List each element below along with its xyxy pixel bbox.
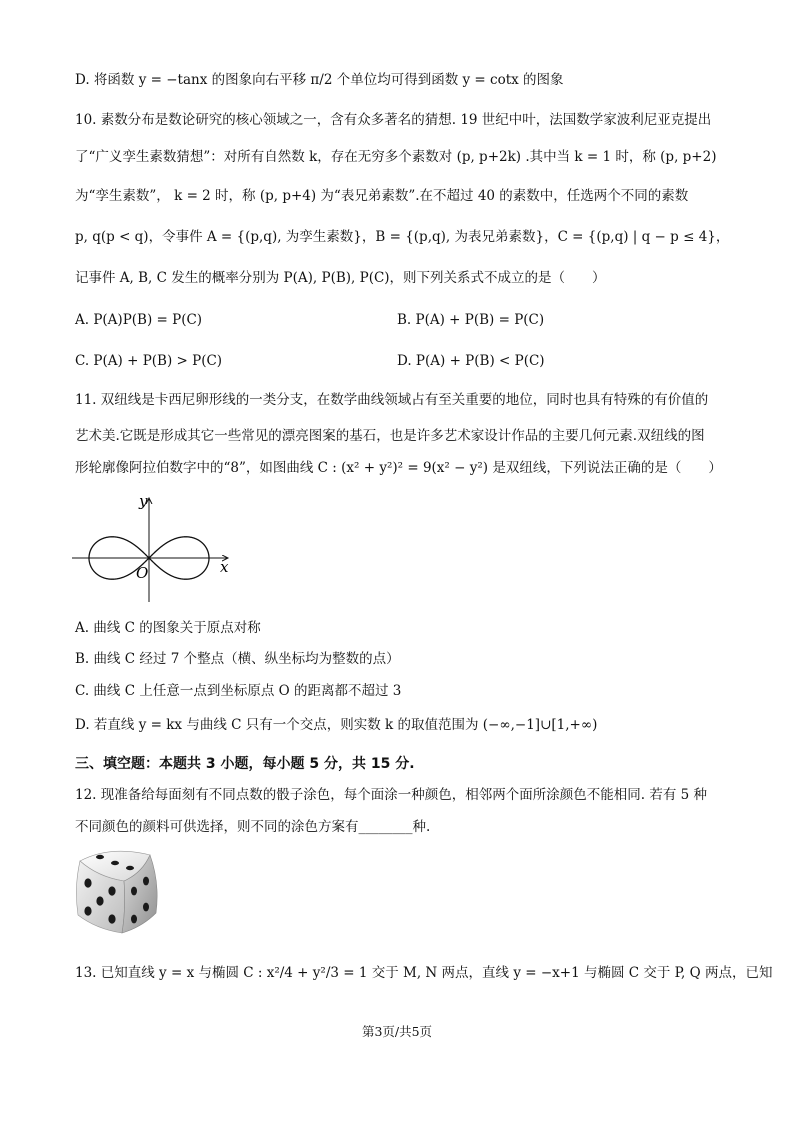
dice-image [70, 843, 162, 938]
q10-line-5: 记事件 A, B, C 发生的概率分别为 P(A), P(B), P(C)，则下列关系式不成立的是（ ） [75, 270, 606, 286]
q12-line-1: 12. 现准备给每面刻有不同点数的骰子涂色，每个面涂一种颜色，相邻两个面所涂颜色不能相同. 若有 5 种 [75, 787, 708, 803]
q13-line-1: 13. 已知直线 y = x 与椭圆 C : x²/4 + y²/3 = 1 交于 M, N 两点，直线 y = −x+1 与椭圆 C 交于 P, Q 两点，已知 [75, 965, 773, 981]
q9-option-d: D. 将函数 y = −tanx 的图象向右平移 π/2 个单位均可得到函数 y = cotx 的图象 [75, 72, 564, 88]
q10-line-3: 为“孪生素数”， k = 2 时，称 (p, p+4) 为“表兄弟素数”.在不超过 40 的素数中，任选两个不同的素数 [75, 188, 689, 204]
axis-y-label: y [139, 492, 148, 510]
q10-line-1: 10. 素数分布是数论研究的核心领域之一，含有众多著名的猜想. 19 世纪中叶，法国数学家波利尼亚克提出 [75, 112, 712, 128]
q10-line-4: p, q(p < q)，令事件 A = {(p,q), 为孪生素数}，B = {(p,q), 为表兄弟素数}，C = {(p,q) | q − p ≤ 4}， [75, 229, 730, 245]
section-title: 三、填空题：本题共 3 小题，每小题 5 分，共 15 分. [75, 756, 415, 772]
q10-option-b: B. P(A) + P(B) = P(C) [397, 312, 545, 328]
page-footer: 第3页/共5页 [361, 1024, 433, 1039]
axis-x-label: x [220, 558, 229, 576]
q10-line-2: 了“广义孪生素数猜想”：对所有自然数 k，存在无穷多个素数对 (p, p+2k) .其中当 k = 1 时，称 (p, p+2) [75, 149, 717, 165]
q11-option-b: B. 曲线 C 经过 7 个整点（横、纵坐标均为整数的点） [75, 651, 400, 667]
q11-option-a: A. 曲线 C 的图象关于原点对称 [75, 620, 261, 636]
q10-option-c: C. P(A) + P(B) > P(C) [75, 353, 223, 369]
q10-option-d: D. P(A) + P(B) < P(C) [397, 353, 545, 369]
q10-option-a: A. P(A)P(B) = P(C) [75, 312, 203, 328]
q11-line-3: 形轮廓像阿拉伯数字中的“8”，如图曲线 C : (x² + y²)² = 9(x² − y²) 是双纽线，下列说法正确的是（ ） [75, 460, 722, 476]
q11-line-2: 艺术美.它既是形成其它一些常见的漂亮图案的基石，也是许多艺术家设计作品的主要几何元素.双纽线的图 [75, 428, 705, 444]
origin-label: O [136, 564, 149, 582]
q11-line-1: 11. 双纽线是卡西尼卵形线的一类分支，在数学曲线领域占有至关重要的地位，同时也具有特殊的有价值的 [75, 392, 709, 408]
q11-option-c: C. 曲线 C 上任意一点到坐标原点 O 的距离都不超过 3 [75, 683, 402, 699]
lemniscate-figure [70, 490, 240, 605]
q12-line-2: 不同颜色的颜料可供选择，则不同的涂色方案有________种. [75, 819, 431, 835]
q11-option-d: D. 若直线 y = kx 与曲线 C 只有一个交点，则实数 k 的取值范围为 (−∞,−1]∪[1,+∞) [75, 717, 598, 733]
